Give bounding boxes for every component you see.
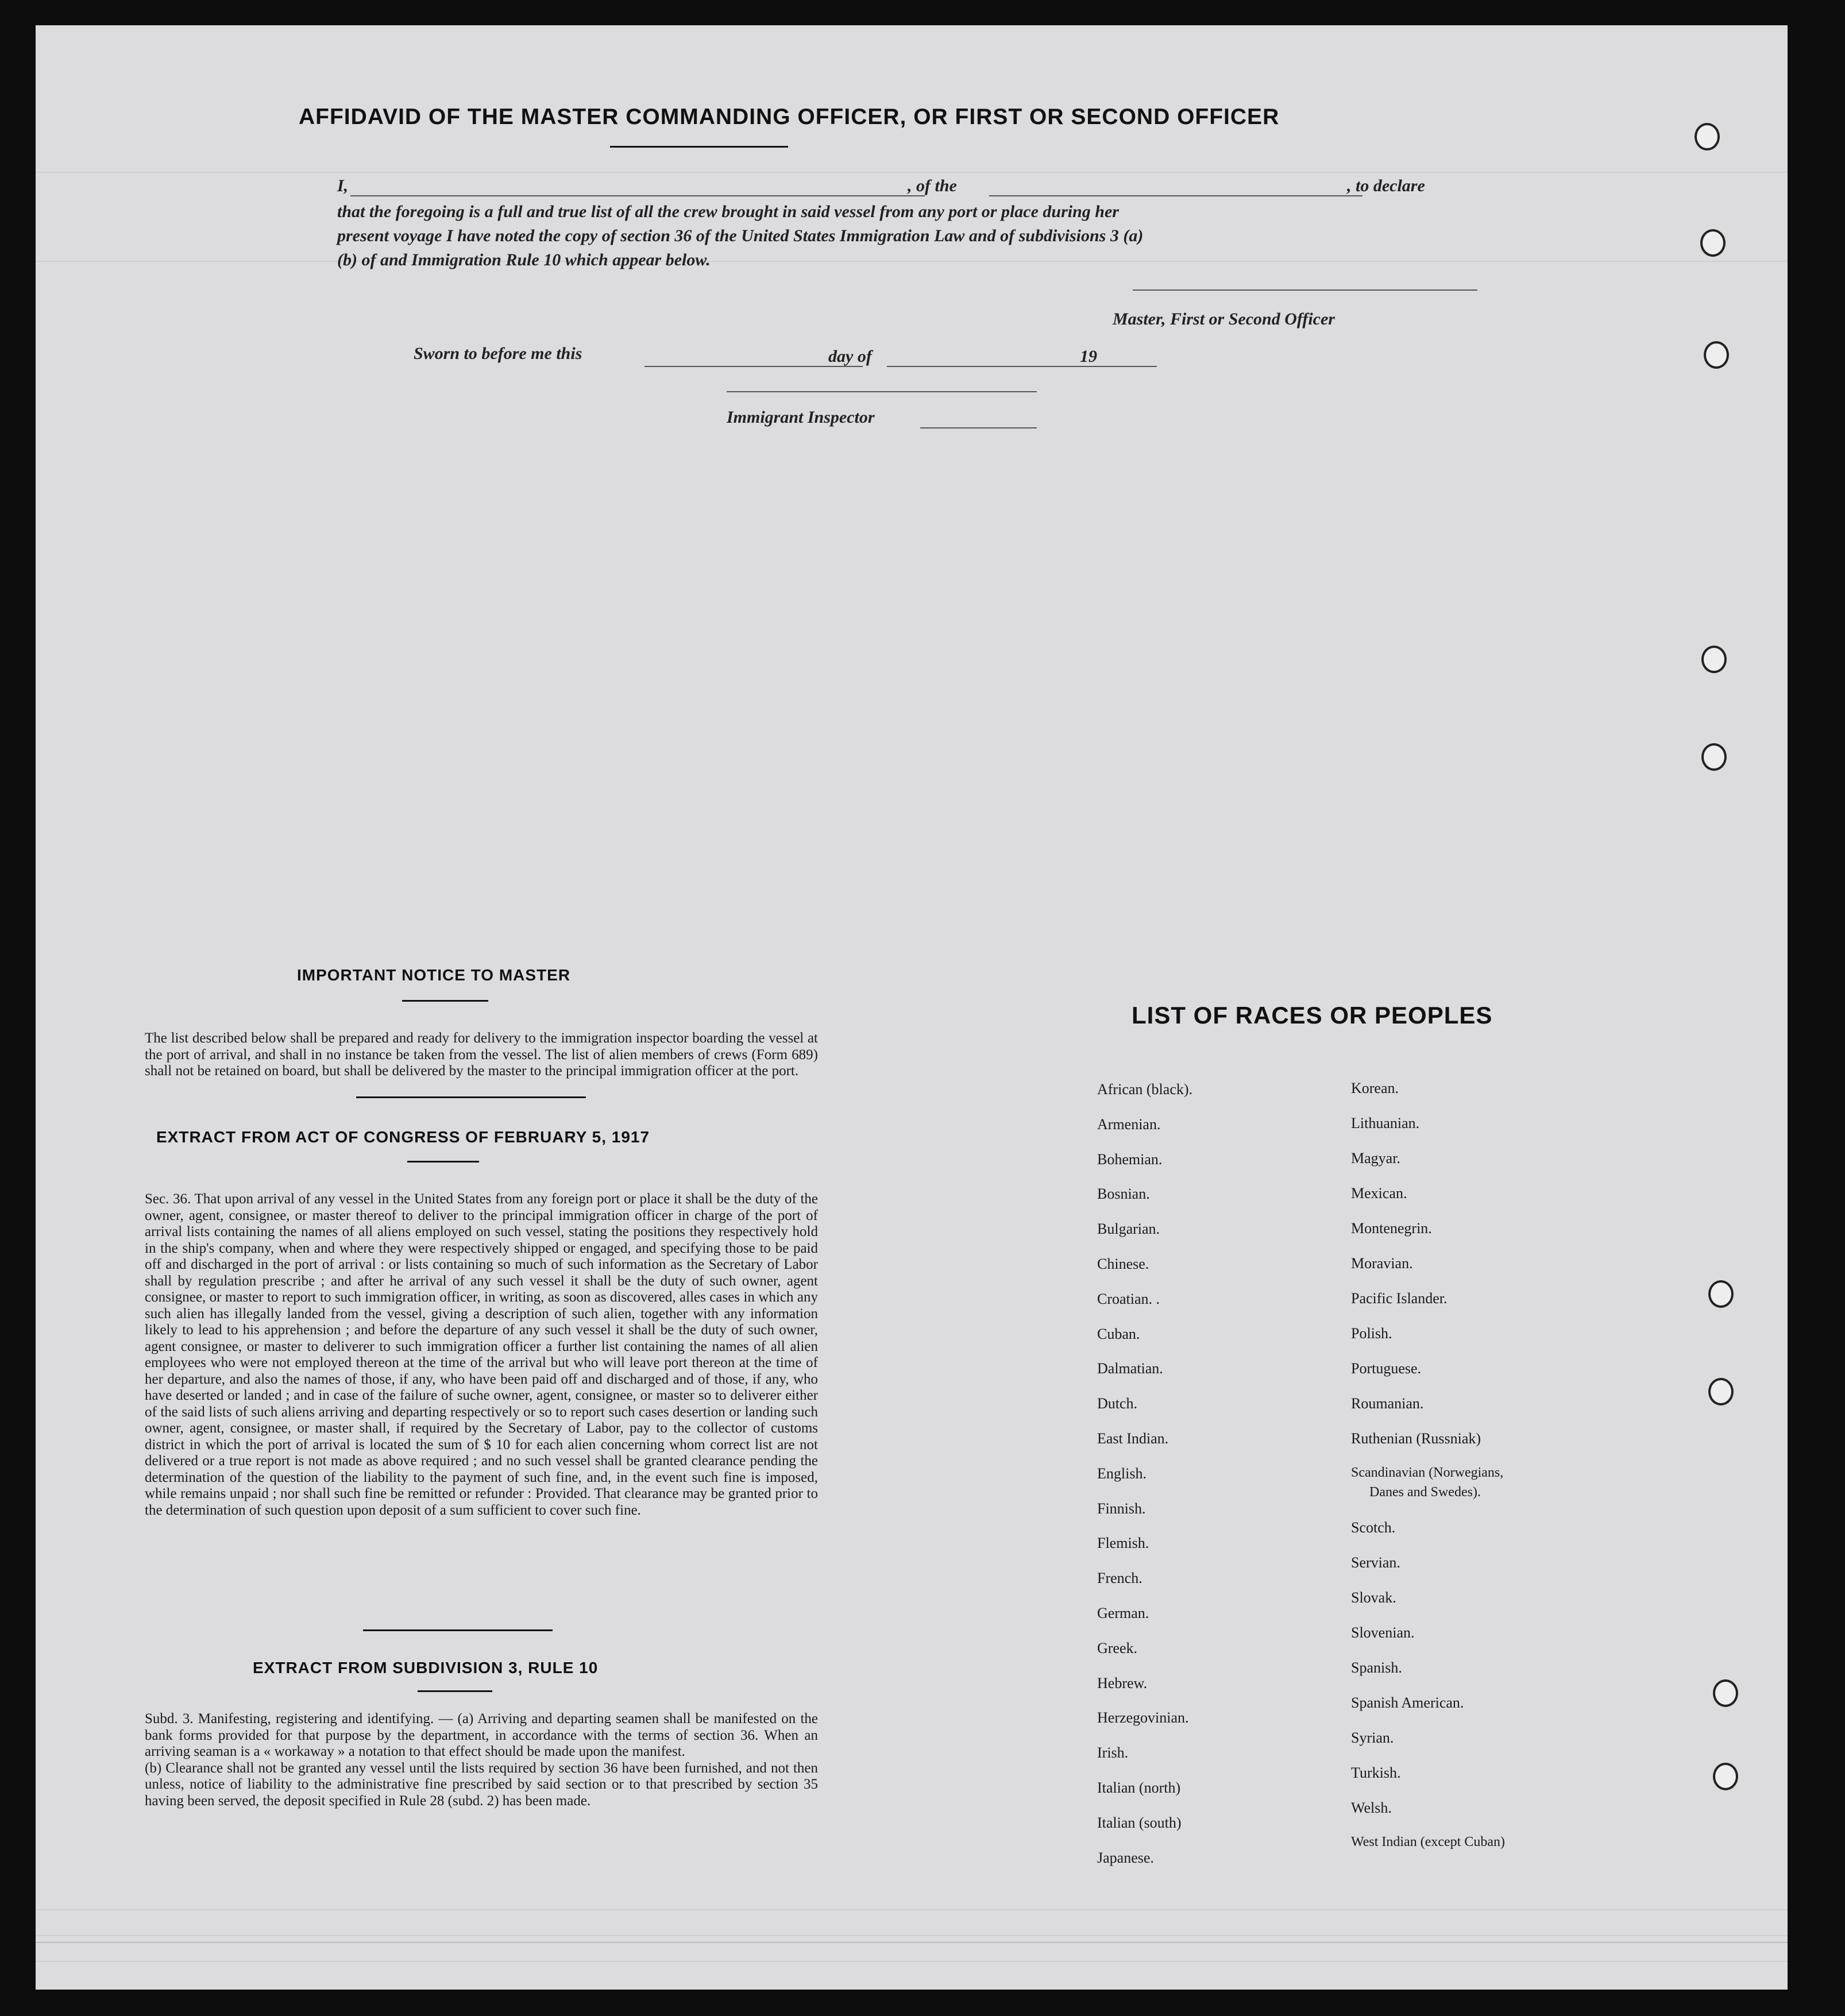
race-item: German.	[1097, 1605, 1149, 1621]
inspector-label: Immigrant Inspector	[727, 408, 875, 427]
race-item: Italian (south)	[1097, 1814, 1182, 1831]
race-item: Irish.	[1097, 1744, 1129, 1762]
race-item: East Indian.	[1097, 1430, 1169, 1447]
race-item: Dutch.	[1097, 1395, 1138, 1412]
punch-hole	[1708, 1280, 1734, 1308]
affidavit-to-declare: , to declare	[1347, 176, 1425, 195]
act-text: Sec. 36. That upon arrival of any vessel in the United States from any foreign port or place it shall be the duty of the owner, agent, consignee, or master thereof to deliver to the principal immigration officer in charge of the port of arrival lists containing the names of all aliens employed on such vessel, stating the positions they respectively hold in the ship's company, when and where they were respectively shipped or engaged, and specifying those to be paid off and discharged in the port of arrival : or lists containing so much of such information as the Secretary of Labor shall by regulation prescribe ; and after he arrival of any such vessel it shall be the duty of such owner, agent consignee, or master to report to such immigration officer, in writing, as soon as discovered, alles cases in which any such alien has illegally landed from the vessel, giving a description of such alien, together with any information likely to lead to his apprehension ; and before the departure of any such vessel it shall be the duty of such owner, agent consignee, or master to deliverer to such immigration officer a further list containing the names of all alien employees who were not employed thereon at the time of the arrival but who will leave port thereon at the time of her departure, and also the names of those, if any, who have been paid off and discharged and of those, if any, who have deserted or landed ; and in case of the failure of suche owner, agent, consignee, or master so to deliverer either of the said lists of such aliens arriving and departing respectively or so to report such cases desertion or landing such owner, agent, consignee, or master shall, if required by the Secretary of Labor, pay to the collector of customs district in which the port of arrival is located the sum of $ 10 for each alien concerning whom correct list are not delivered or a true report is not made as above required ; and no such vessel shall be granted clearance pending the determination of the question of the liability to the payment of such fine, and, in the event such fine is imposed, while remains unpaid ; nor shall such fine be remitted or refunder : Provided. That clearance may be granted prior to the determination of such question upon deposit of a sum sufficient to cover such fine.	[145, 1191, 818, 1518]
affidavit-i: I,	[337, 176, 349, 195]
race-item: Mexican.	[1351, 1185, 1407, 1202]
race-item: Armenian.	[1097, 1115, 1161, 1133]
notice-text: The list described below shall be prepared and ready for delivery to the immigration inspector boarding the vessel at the port of arrival, and shall in no instance be taken from the vessel. The list of alien members of crews (Form 689) shall not be retained on board, but shall be delivered by the master to the principal immigration officer at the port.	[145, 1030, 818, 1079]
punch-hole	[1700, 229, 1726, 257]
rule-underline	[418, 1690, 492, 1692]
sworn-text: Sworn to before me this	[414, 344, 582, 363]
race-item: Portuguese.	[1351, 1360, 1422, 1377]
race-item: Greek.	[1097, 1639, 1138, 1656]
race-item: Welsh.	[1351, 1799, 1392, 1816]
act-underline	[407, 1161, 479, 1163]
race-item: African (black).	[1097, 1081, 1193, 1098]
signature-label: Master, First or Second Officer	[1113, 310, 1335, 329]
rule-text	[145, 1711, 818, 1809]
race-item: Slovak.	[1351, 1589, 1396, 1606]
race-item: Moravian.	[1351, 1255, 1413, 1272]
affidavit-line-2: that the foregoing is a full and true list of all the crew brought in said vessel from any port or place during her	[337, 202, 1119, 221]
affidavit-title: AFFIDAVID OF THE MASTER COMMANDING OFFICER, OR FIRST OR SECOND OFFICER	[299, 105, 1280, 129]
race-item: Spanish.	[1351, 1659, 1402, 1676]
notice-title: IMPORTANT NOTICE TO MASTER	[297, 966, 571, 984]
race-item: Montenegrin.	[1351, 1220, 1432, 1237]
document-page	[36, 25, 1788, 1990]
act-title: EXTRACT FROM ACT OF CONGRESS OF FEBRUARY 5, 1917	[156, 1128, 650, 1146]
rule-text-a: Subd. 3. Manifesting, registering and identifying. — (a) Arriving and departing seamen shall be manifested on the bank forms provided for that purpose by the department, in accordance with the terms of section 36. When an arriving seaman is a « workaway » a notation to that effect should be made upon the manifest.	[145, 1711, 818, 1759]
race-item: Servian.	[1351, 1554, 1400, 1571]
day-of-text: day of	[828, 347, 872, 366]
punch-hole	[1704, 341, 1729, 369]
race-item: Polish.	[1351, 1325, 1392, 1342]
race-item: Bulgarian.	[1097, 1221, 1160, 1238]
year-text: 19	[1080, 347, 1097, 366]
title-underline	[610, 146, 788, 148]
punch-hole	[1713, 1763, 1738, 1790]
affidavit-line-4: (b) of and Immigration Rule 10 which appear below.	[337, 250, 711, 269]
race-item: Bohemian.	[1097, 1150, 1163, 1168]
race-item: Spanish American.	[1351, 1694, 1464, 1711]
punch-hole	[1701, 646, 1727, 673]
race-item: English.	[1097, 1465, 1147, 1482]
punch-hole	[1701, 743, 1727, 771]
race-item: Pacific Islander.	[1351, 1290, 1448, 1307]
race-item: Magyar.	[1351, 1150, 1400, 1167]
race-item: Dalmatian.	[1097, 1360, 1163, 1377]
race-item: Cuban.	[1097, 1325, 1140, 1342]
notice-underline	[402, 1000, 488, 1002]
race-item: Danes and Swedes).	[1369, 1485, 1481, 1500]
race-item: French.	[1097, 1570, 1142, 1587]
rule-title: EXTRACT FROM SUBDIVISION 3, RULE 10	[253, 1659, 599, 1677]
race-item: Italian (north)	[1097, 1779, 1181, 1796]
month-line	[887, 366, 1157, 367]
race-item: Bosnian.	[1097, 1185, 1150, 1203]
signature-line	[1133, 289, 1477, 291]
race-item: Scotch.	[1351, 1519, 1396, 1536]
race-item: Japanese.	[1097, 1849, 1154, 1866]
punch-hole	[1695, 123, 1720, 150]
race-item: Syrian.	[1351, 1729, 1394, 1746]
affidavit-of-the: , of the	[908, 176, 957, 195]
race-item: Turkish.	[1351, 1764, 1401, 1781]
race-item: Finnish.	[1097, 1500, 1146, 1517]
race-item: Chinese.	[1097, 1256, 1149, 1272]
race-item: Scandinavian (Norwegians,	[1351, 1465, 1504, 1480]
race-item: Hebrew.	[1097, 1674, 1148, 1691]
race-item: Lithuanian.	[1351, 1115, 1420, 1131]
race-item: Roumanian.	[1351, 1395, 1424, 1412]
race-item: Croatian. .	[1097, 1290, 1160, 1307]
race-item: Slovenian.	[1351, 1624, 1415, 1641]
section-divider	[356, 1096, 586, 1098]
bottom-rule	[36, 1942, 1788, 1943]
rule-text-b: (b) Clearance shall not be granted any vessel until the lists required by section 36 have been furnished, and not then unless, notice of liability to the administrative fine prescribed by said section or to that prescribed by section 35 having been served, the deposit specified in Rule 28 (subd. 2) has been made.	[145, 1760, 818, 1809]
race-item: Korean.	[1351, 1080, 1399, 1096]
section-divider	[363, 1629, 553, 1631]
affidavit-line-3: present voyage I have noted the copy of section 36 of the United States Immigration Law and of subdivisions 3 (a)	[337, 226, 1144, 245]
punch-hole	[1713, 1679, 1738, 1707]
name-blank-line	[350, 195, 925, 196]
inspector-signature-line	[727, 391, 1037, 392]
punch-hole	[1708, 1378, 1734, 1405]
races-title: LIST OF RACES OR PEOPLES	[1132, 1002, 1493, 1029]
race-item: Herzegovinian.	[1097, 1709, 1189, 1727]
vessel-blank-line	[989, 195, 1362, 196]
inspector-underline	[920, 427, 1037, 428]
race-item: Flemish.	[1097, 1535, 1149, 1552]
race-item: West Indian (except Cuban)	[1351, 1835, 1505, 1849]
race-item: Ruthenian (Russniak)	[1351, 1430, 1481, 1447]
